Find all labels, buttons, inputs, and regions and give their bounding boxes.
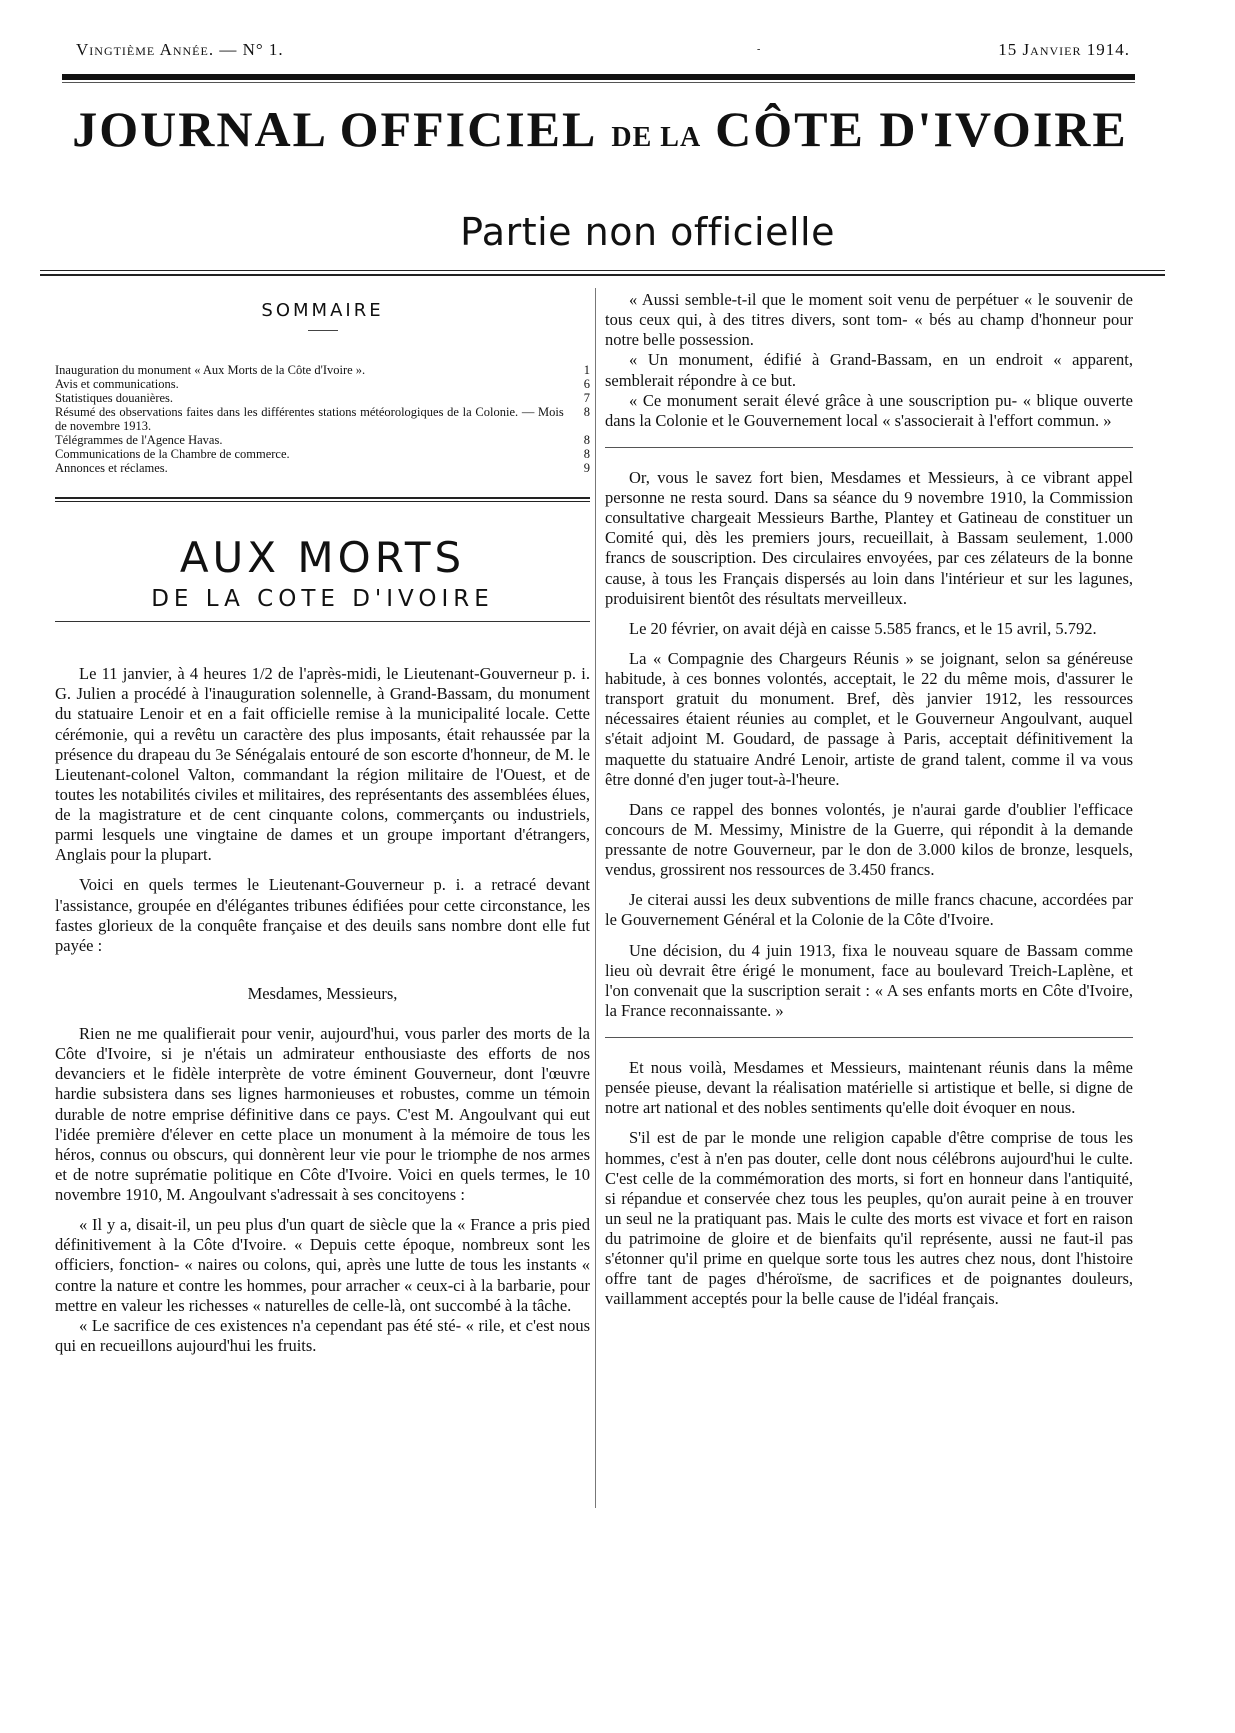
toc-item-text: Inauguration du monument « Aux Morts de la Côte d'Ivoire ». xyxy=(55,362,366,377)
toc-item xyxy=(55,391,590,405)
article-paragraph: Et nous voilà, Mesdames et Messieurs, maintenant réunis dans la même pensée pieuse, devant la réalisation matérielle si artistique et belle, si digne de notre art national et des nobles sentiments qu'elle doit évoquer en nous. xyxy=(605,1058,1133,1118)
article-quote: « Le sacrifice de ces existences n'a cependant pas été sté- « rile, et c'est nous qui en recueillons aujourd'hui les fruits. xyxy=(55,1315,590,1355)
toc-item xyxy=(55,433,590,447)
toc-item xyxy=(55,461,590,475)
article-paragraph: Rien ne me qualifierait pour venir, aujourd'hui, vous parler des morts de la Côte d'Ivoire, si je n'étais un admirateur enthousiaste des efforts de nos devanciers et le fidèle interprète de votre éminent Gouverneur, dont l'œuvre hardie subsistera dans ses lignes harmonieuses et robustes, comme un témoin durable de notre emprise définitive dans ce pays. C'est M. Angoulvant qui eut l'idée première d'élever en cette place un monument à la mémoire de tous les héros, connus ou obscurs, qui donnèrent leur vie pour le triomphe de nos armes et de notre suprématie politique en Côte d'Ivoire. Voici en quels termes, le 10 novembre 1910, M. Angoulvant s'adressait à ses concitoyens : xyxy=(55,1024,590,1205)
article-quote: « Aussi semble-t-il que le moment soit venu de perpétuer « le souvenir de tous ceux qui, à des titres divers, sont tom- « bés au champ d'honneur pour notre belle possession. xyxy=(605,290,1133,350)
toc-item-page: 6 xyxy=(583,376,590,391)
toc-item-text: Avis et communications. xyxy=(55,376,179,391)
header-rule-heavy xyxy=(62,74,1135,80)
toc-item-text: Résumé des observations faites dans les différentes stations météorologiques de la Colonie. — Mois de novembre 1913. xyxy=(55,404,564,433)
toc-item-text: Annonces et réclames. xyxy=(55,460,168,475)
article-subtitle: DE LA COTE D'IVOIRE xyxy=(151,586,494,613)
section-rule-thick xyxy=(40,274,1165,276)
toc-item-page: 7 xyxy=(583,390,590,405)
sommaire-title: SOMMAIRE xyxy=(261,300,384,321)
left-column xyxy=(55,290,590,1366)
header-mark: - xyxy=(757,44,762,55)
issue-number: Vingtième Année. — N° 1. xyxy=(76,40,284,59)
article-quote: « Ce monument serait élevé grâce à une souscription pu- « blique ouverte dans la Colonie et le Gouvernement local « s'associerait à l'effort commun. » xyxy=(605,390,1133,430)
column-separator xyxy=(605,447,1133,448)
toc-item-page: 1 xyxy=(583,362,590,377)
article-paragraph: Dans ce rappel des bonnes volontés, je n'aurai garde d'oublier l'efficace concours de M. Messimy, Ministre de la Guerre, qui répondit à la demande pressante de notre Gouverneur, par le don de 3.000 kilos de bronze, lesquels, vendus, grossirent nos ressources de 3.450 francs. xyxy=(605,799,1133,880)
column-separator xyxy=(605,1037,1133,1038)
right-column xyxy=(605,290,1133,1320)
article-quote: « Il y a, disait-il, un peu plus d'un quart de siècle que la « France a pris pied définitivement à la Côte d'Ivoire. « Depuis cette époque, nombreux sont les officiers, fonction- « naires ou colons, qui, après une lutte de tous les instants « contre la nature et contre les hommes, pour arracher « ceux-ci à la barbarie, pour mettre en valeur les richesses « naturelles de celle-là, ont succombé à la tâche. xyxy=(55,1215,590,1315)
header-rule-thin xyxy=(62,82,1135,83)
toc-item-text: Communications de la Chambre de commerce. xyxy=(55,446,290,461)
toc-item xyxy=(55,377,590,391)
article-rule xyxy=(55,621,590,622)
masthead-de-la: DE LA xyxy=(611,122,702,153)
article-quote: « Un monument, édifié à Grand-Bassam, en un endroit « apparent, semblerait répondre à ce but. xyxy=(605,350,1133,390)
toc-item xyxy=(55,447,590,461)
article-paragraph: Voici en quels termes le Lieutenant-Gouverneur p. i. a retracé devant l'assistance, groupée en d'élégantes tribunes édifiées pour cette circonstance, les fastes glorieux de la conquête française et des deuils sans nombre dont elle fut payée : xyxy=(55,875,590,955)
toc-rule-thick xyxy=(55,497,590,499)
toc-item-page: 9 xyxy=(583,460,590,475)
toc-item-page: 8 xyxy=(583,404,590,419)
section-subtitle: Partie non officielle xyxy=(460,210,835,254)
table-of-contents xyxy=(55,363,590,475)
toc-item xyxy=(55,405,590,433)
masthead xyxy=(55,100,1145,158)
article-paragraph: Le 20 février, on avait déjà en caisse 5.585 francs, et le 15 avril, 5.792. xyxy=(629,618,1097,638)
speech-salutation: Mesdames, Messieurs, xyxy=(247,983,398,1003)
issue-date: 15 Janvier 1914. xyxy=(998,40,1130,59)
sommaire-divider xyxy=(308,330,338,331)
toc-item-page: 8 xyxy=(583,446,590,461)
issue-header xyxy=(62,36,1130,62)
toc-rule-thin xyxy=(55,501,590,502)
column-divider xyxy=(595,288,596,1508)
article-paragraph: Je citerai aussi les deux subventions de mille francs chacune, accordées par le Gouvernement Général et la Colonie de la Côte d'Ivoire. xyxy=(605,890,1133,930)
article-title: AUX MORTS xyxy=(179,532,466,582)
masthead-journal-officiel: JOURNAL OFFICIEL xyxy=(72,101,598,157)
toc-item-text: Statistiques douanières. xyxy=(55,390,174,405)
toc-item xyxy=(55,363,590,377)
article-paragraph: Une décision, du 4 juin 1913, fixa le nouveau square de Bassam comme lieu où devrait être érigé le monument, face au boulevard Treich-Laplène, et l'on convenait que la suscription serait : « A ses enfants morts en Côte d'Ivoire, la France reconnaissante. » xyxy=(605,940,1133,1020)
article-paragraph: Or, vous le savez fort bien, Mesdames et Messieurs, à ce vibrant appel personne ne resta sourd. Dans sa séance du 9 novembre 1910, la Commission consultative chargeait Messieurs Barthe, Plantey et Gatineau de constituer un Comité qui, dès les premiers jours, recueillait, à Bassam seulement, 1.000 francs de souscription. Des circulaires envoyées, par ces zélateurs de la bonne cause, à tous les Français dispersés au loin dans l'intérieur et sur les lagunes, produisirent bientôt des résultats merveilleux. xyxy=(605,467,1133,608)
article-paragraph: S'il est de par le monde une religion capable d'être comprise de tous les hommes, c'est à n'en pas douter, celle dont nous célébrons aujourd'hui le culte. C'est celle de la commémoration des morts, si fort en honneur dans l'antiquité, si répandue et conservée chez tous les peuples, qu'on aurait peine à en trouver un seul ne la pratiquant pas. Mais le culte des morts est vivace et fort en raison du patrimoine de gloire et de bienfaits qu'il représente, aussi ne faut-il pas s'étonner qu'il prime en quelque sorte tous les autres chez nous, dont l'histoire offre tant de pages d'héroïsme, de sacrifices et de poignantes douleurs, vaillamment acceptés pour la belle cause de l'idéal français. xyxy=(605,1128,1133,1309)
article-paragraph: Le 11 janvier, à 4 heures 1/2 de l'après-midi, le Lieutenant-Gouverneur p. i. G. Julien a procédé à l'inauguration solennelle, à Grand-Bassam, du monument du statuaire Lenoir et en a fait officielle remise à la municipalité locale. Cette cérémonie, qui a revêtu un caractère des plus imposants, était rehaussée par la présence du drapeau du 3e Sénégalais entouré de son escorte d'honneur, de M. le Lieutenant-colonel Valton, commandant la région militaire de l'Ouest, et de toutes les notabilités civiles et militaires, des représentants des assemblées élues, de la magistrature et de cent cinquante colons, commerçants ou industriels, parmi lesquels une vingtaine de dames et un groupe important d'étrangers, Anglais pour la plupart. xyxy=(55,664,590,865)
article-paragraph: La « Compagnie des Chargeurs Réunis » se joignant, selon sa généreuse habitude, à ces bonnes volontés, acceptait, le 22 du même mois, d'assurer le transport gratuit du monument. Bref, dès janvier 1912, les ressources nécessaires étaient réunies au complet, et le Gouverneur Angoulvant, auquel s'était adjoint M. Goudard, de passage à Paris, acceptait définitivement la maquette du statuaire André Lenoir, artiste de grand talent, comme il va vous être donné d'en juger tout-à-l'heure. xyxy=(605,648,1133,789)
masthead-cote-divoire: CÔTE D'IVOIRE xyxy=(715,101,1128,157)
toc-item-text: Télégrammes de l'Agence Havas. xyxy=(55,432,223,447)
section-rule-thin xyxy=(40,270,1165,271)
toc-item-page: 8 xyxy=(583,432,590,447)
